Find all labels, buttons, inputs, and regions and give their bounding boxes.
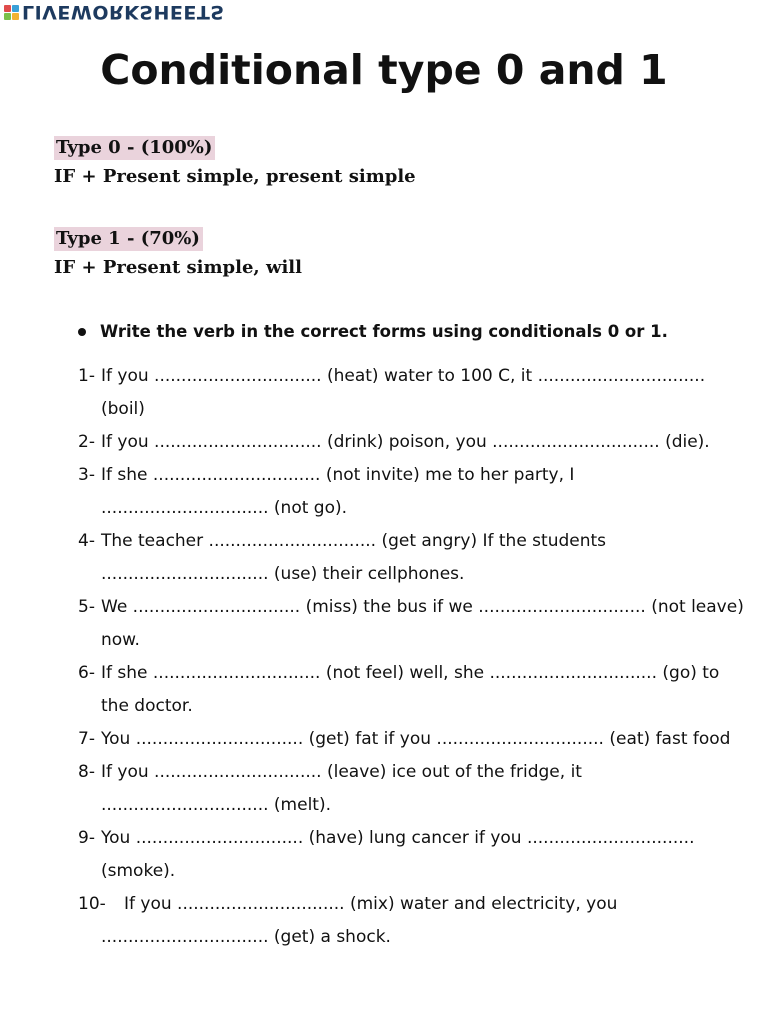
- type0-label: Type 0 - (100%): [54, 136, 215, 160]
- page-title: Conditional type 0 and 1: [100, 46, 668, 94]
- exercise-text: If you ............................... (mix) water and electricity, you: [124, 894, 618, 914]
- bullet-icon: [78, 328, 86, 336]
- exercise-text: We ............................... (miss) the bus if we ............................... (not leave): [101, 597, 744, 617]
- logo-text: LIVEWORKSHEETS: [22, 1, 225, 23]
- exercise-text-continued: now.: [101, 630, 140, 650]
- exercise-text: If you ............................... (heat) water to 100 C, it ...............................: [101, 366, 706, 386]
- exercise-text-continued: ............................... (not go).: [101, 498, 348, 518]
- type1-formula: IF + Present simple, will: [54, 257, 302, 278]
- exercise-text-continued: (smoke).: [101, 861, 176, 881]
- exercise-text: You ............................... (have) lung cancer if you ...............................: [101, 828, 695, 848]
- exercise-text: If she ............................... (not feel) well, she ............................... (go) to: [101, 663, 720, 683]
- exercise-text: If you ............................... (drink) poison, you ............................... (die).: [101, 432, 710, 452]
- exercise-number: 5-: [78, 597, 95, 617]
- logo-mark-icon: [4, 5, 19, 20]
- instruction-text: Write the verb in the correct forms using conditionals 0 or 1.: [100, 322, 668, 341]
- type0-formula: IF + Present simple, present simple: [54, 166, 416, 187]
- type1-label: Type 1 - (70%): [54, 227, 203, 251]
- exercise-text: If she ............................... (not invite) me to her party, I: [101, 465, 575, 485]
- exercise-text-continued: (boil): [101, 399, 145, 419]
- exercise-number: 2-: [78, 432, 95, 452]
- exercise-number: 9-: [78, 828, 95, 848]
- exercise-text-continued: the doctor.: [101, 696, 193, 716]
- exercise-text: If you ............................... (leave) ice out of the fridge, it: [101, 762, 582, 782]
- exercise-number: 8-: [78, 762, 95, 782]
- instruction: [78, 322, 668, 341]
- exercise-number: 10-: [78, 894, 106, 914]
- exercise-number: 7-: [78, 729, 95, 749]
- exercise-number: 1-: [78, 366, 95, 386]
- type0-section: [54, 136, 416, 187]
- exercise-text: The teacher ............................... (get angry) If the students: [101, 531, 607, 551]
- exercise-text: You ............................... (get) fat if you ............................... (eat) fast food: [101, 729, 731, 749]
- exercise-number: 4-: [78, 531, 95, 551]
- type1-section: [54, 227, 302, 278]
- exercise-text-continued: ............................... (use) their cellphones.: [101, 564, 465, 584]
- exercise-number: 6-: [78, 663, 95, 683]
- exercise-text-continued: ............................... (melt).: [101, 795, 331, 815]
- exercise-number: 3-: [78, 465, 95, 485]
- exercise-text-continued: ............................... (get) a shock.: [101, 927, 391, 947]
- logo: [4, 2, 225, 22]
